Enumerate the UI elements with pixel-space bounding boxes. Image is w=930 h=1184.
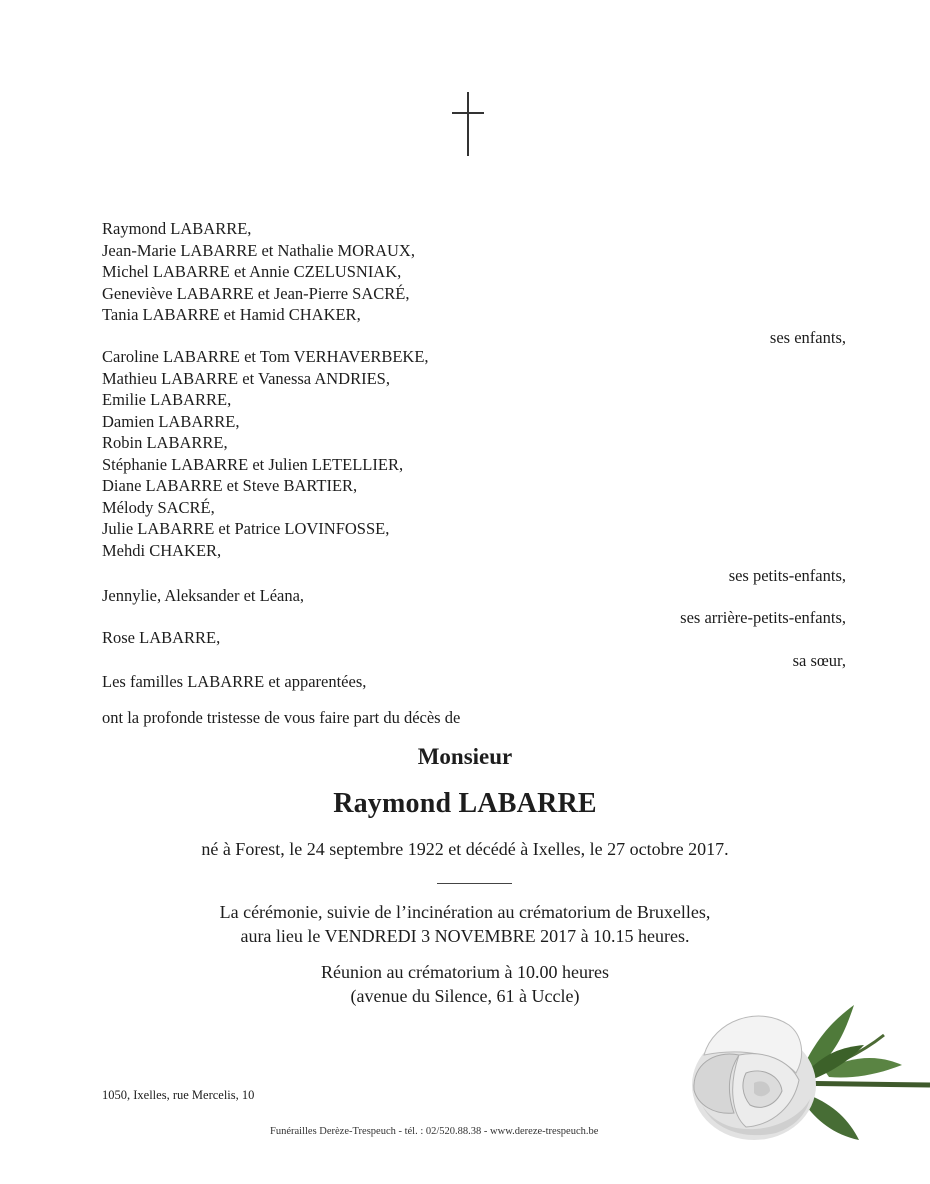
- family-line: Robin LABARRE,: [102, 433, 228, 452]
- cross-icon: [452, 92, 484, 156]
- funeral-home-footer: Funérailles Derèze-Trespeuch - tél. : 02/520.88.38 - www.dereze-trespeuch.be: [270, 1126, 599, 1137]
- children-list: [102, 218, 415, 326]
- sister: Rose LABARRE,: [102, 628, 221, 647]
- divider: [437, 883, 512, 884]
- reunion-line-2: (avenue du Silence, 61 à Uccle): [350, 986, 580, 1006]
- family-line: Emilie LABARRE,: [102, 390, 232, 409]
- ceremony-line-2: aura lieu le VENDREDI 3 NOVEMBRE 2017 à 10.15 heures.: [240, 926, 690, 946]
- reunion-line-1: Réunion au crématorium à 10.00 heures: [321, 962, 609, 982]
- grandchildren-list: [102, 346, 429, 561]
- family-line: Geneviève LABARRE et Jean-Pierre SACRÉ,: [102, 283, 410, 303]
- ceremony-line-1: La cérémonie, suivie de l’incinération au crématorium de Bruxelles,: [219, 902, 711, 922]
- great-grandchildren-relation: ses arrière-petits-enfants,: [680, 608, 846, 627]
- families-line: Les familles LABARRE et apparentées,: [102, 672, 367, 691]
- family-line: Caroline LABARRE et Tom VERHAVERBEKE,: [102, 347, 429, 366]
- family-line: Stéphanie LABARRE et Julien LETELLIER,: [102, 454, 404, 474]
- honorific: Monsieur: [417, 744, 513, 769]
- white-rose-illustration: [684, 995, 930, 1155]
- family-line: Diane LABARRE et Steve BARTIER,: [102, 476, 358, 495]
- family-line: Damien LABARRE,: [102, 411, 240, 431]
- sister-relation: sa sœur,: [792, 651, 846, 670]
- family-line: Mélody SACRÉ,: [102, 497, 215, 517]
- address: 1050, Ixelles, rue Mercelis, 10: [102, 1088, 255, 1102]
- grandchildren-relation: ses petits-enfants,: [728, 566, 846, 585]
- birth-death-line: né à Forest, le 24 septembre 1922 et décédé à Ixelles, le 27 octobre 2017.: [201, 839, 729, 859]
- family-line: Raymond LABARRE,: [102, 219, 252, 238]
- family-line: Mathieu LABARRE et Vanessa ANDRIES,: [102, 368, 390, 388]
- family-line: Jean-Marie LABARRE et Nathalie MORAUX,: [102, 240, 415, 260]
- family-line: Tania LABARRE et Hamid CHAKER,: [102, 305, 361, 324]
- children-relation: ses enfants,: [769, 328, 846, 347]
- family-line: Mehdi CHAKER,: [102, 540, 222, 560]
- family-line: Julie LABARRE et Patrice LOVINFOSSE,: [102, 519, 390, 538]
- great-grandchildren: Jennylie, Aleksander et Léana,: [102, 586, 305, 605]
- announcement-text: ont la profonde tristesse de vous faire part du décès de: [102, 708, 461, 727]
- family-line: Michel LABARRE et Annie CZELUSNIAK,: [102, 262, 402, 281]
- deceased-name: Raymond LABARRE: [333, 788, 597, 819]
